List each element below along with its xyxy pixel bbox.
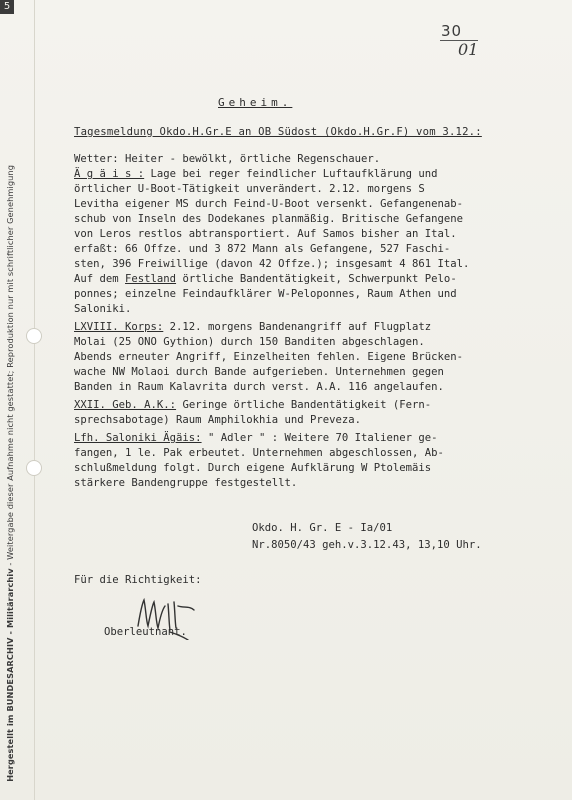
body-line-text: 2.12. morgens Bandenangriff auf Flugplatz [163,321,432,333]
punch-hole-upper [26,328,42,344]
body-line-text: Lage bei reger feindlicher Luftaufklärung und [144,168,438,180]
section-label-festland: Festland [125,273,177,285]
body-line: Banden in Raum Kalavrita durch verst. A.A. 116 angelaufen. [74,381,444,393]
body-line: Abends erneuter Angriff, Einzelheiten fehlen. Eigene Brücken- [74,351,464,363]
body-line: wache NW Molaoi durch Bande aufgerieben. Unternehmen gegen [74,366,444,378]
archive-notice [5,165,16,782]
body-line-text: Geringe örtliche Bandentätigkeit (Fern- [176,399,432,411]
weather-line: Wetter: Heiter - bewölkt, örtliche Regenschauer. [74,153,381,165]
body-line: erfaßt: 66 Offze. und 3 872 Mann als Gefangene, 527 Faschi- [74,243,451,255]
body-line-text: örtliche Bandentätigkeit, Schwerpunkt Pelo- [176,273,457,285]
corner-mark: 5 [0,0,14,14]
body-line: örtlicher U-Boot-Tätigkeit unverändert. 2.12. morgens S [74,183,425,195]
archive-notice-prefix: Hergestellt im BUNDESARCHIV - Militärarchiv [5,568,15,782]
body-line: sten, 396 Freiwillige (davon 42 Offze.); insgesamt 4 861 Ital. [74,258,470,270]
section-label-lfh-saloniki: Lfh. Saloniki Ägäis: [74,432,202,444]
archive-margin-strip [0,0,35,800]
sender-office: Okdo. H. Gr. E - Ia/01 [252,522,393,534]
body-line: sprechsabotage) Raum Amphilokhia und Preveza. [74,414,362,426]
body-line: Molai (25 ONO Gythion) durch 150 Banditen abgeschlagen. [74,336,425,348]
body-line [74,431,438,446]
body-line: ponnes; einzelne Feindaufklärer W-Peloponnes, Raum Athen und [74,288,457,300]
folio-number: 30 [441,22,463,40]
body-line [74,272,457,287]
section-label-lxviii-korps: LXVIII. Korps: [74,321,164,333]
folio-handwritten: 01 [458,40,479,59]
sender-reference: Nr.8050/43 geh.v.3.12.43, 13,10 Uhr. [252,539,482,551]
body-line [74,398,431,413]
body-line [74,167,438,182]
archive-notice-text: - Weitergabe dieser Aufnahme nicht gestattet; Reproduktion nur mit schriftlicher Genehmigung [5,165,15,569]
body-line: fangen, 1 le. Pak erbeutet. Unternehmen abgeschlossen, Ab- [74,447,444,459]
body-line: von Leros restlos abtransportiert. Auf Samos bisher an Ital. [74,228,457,240]
classification-heading: Geheim. [218,96,293,109]
body-line [74,320,431,335]
signatory-rank: Oberleutnant. [104,626,187,638]
body-line: Saloniki. [74,303,132,315]
section-label-aegaeis: Ä g ä i s : [74,168,145,180]
section-label-xxii-geb-ak: XXII. Geb. A.K.: [74,399,177,411]
report-title: Tagesmeldung Okdo.H.Gr.E an OB Südost (Okdo.H.Gr.F) vom 3.12.: [74,126,482,138]
body-line-text: Auf dem [74,273,126,285]
body-line: stärkere Bandengruppe festgestellt. [74,477,298,489]
body-line-text: " Adler " : Weitere 70 Italiener ge- [201,432,438,444]
body-line: schub von Inseln des Dodekanes planmäßig. Britische Gefangene [74,213,464,225]
punch-hole-lower [26,460,42,476]
certification-label: Für die Richtigkeit: [74,574,202,586]
body-line: schlußmeldung folgt. Durch eigene Aufklärung W Ptolemäis [74,462,432,474]
body-line: Levitha eigener MS durch Feind-U-Boot versenkt. Gefangenenab- [74,198,464,210]
